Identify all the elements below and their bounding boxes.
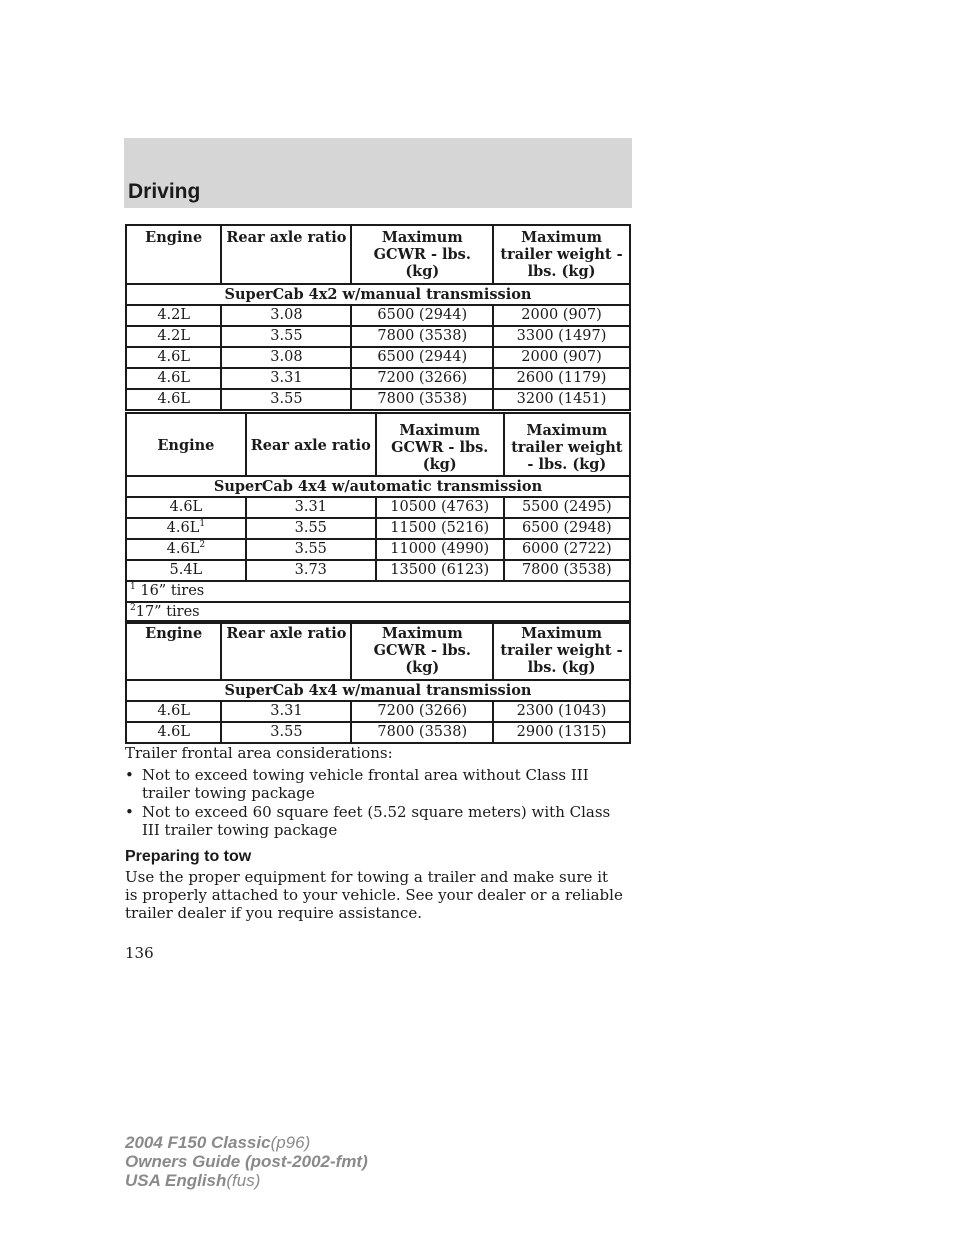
cell-axle: 3.31 — [246, 497, 376, 518]
column-header-trailer: Maximum trailer weight - lbs. (kg) — [504, 413, 630, 476]
cell-trailer: 2900 (1315) — [493, 722, 630, 743]
cell-trailer: 2000 (907) — [493, 347, 630, 368]
cell-gcwr: 13500 (6123) — [376, 560, 504, 581]
footer-model: 2004 F150 Classic — [125, 1133, 271, 1152]
table-row — [126, 326, 630, 347]
bullet-icon: • — [125, 766, 134, 784]
column-header-gcwr: Maximum GCWR - lbs. (kg) — [351, 225, 493, 284]
preparing-heading: Preparing to tow — [125, 848, 252, 865]
footnote-row — [126, 581, 630, 602]
cell-engine: 4.6L — [126, 347, 221, 368]
cell-trailer: 2000 (907) — [493, 305, 630, 326]
cell-gcwr: 7200 (3266) — [351, 701, 493, 722]
footer-language: USA English — [125, 1171, 227, 1190]
document-footer — [125, 1133, 368, 1190]
preparing-paragraph: Use the proper equipment for towing a trailer and make sure it is properly attached to your vehicle. See your dealer or a reliable trailer dealer if you require assistance. — [125, 868, 623, 922]
column-header-axle: Rear axle ratio — [221, 225, 351, 284]
footer-language-code: (fus) — [226, 1171, 261, 1190]
table-subheader: SuperCab 4x4 w/automatic transmission — [126, 476, 630, 497]
table-header-row — [126, 621, 630, 680]
cell-engine: 4.6L — [126, 722, 221, 743]
cell-gcwr: 6500 (2944) — [351, 347, 493, 368]
section-title: Driving — [128, 180, 201, 203]
column-header-gcwr-line1: Maximum — [399, 422, 481, 439]
list-item — [125, 766, 605, 802]
section-header — [124, 138, 632, 208]
cell-axle: 3.73 — [246, 560, 376, 581]
column-header-engine: Engine — [126, 413, 246, 476]
cell-axle: 3.55 — [246, 518, 376, 539]
table-supercab-4x4-manual — [125, 620, 631, 744]
cell-axle: 3.55 — [246, 539, 376, 560]
cell-trailer: 6500 (2948) — [504, 518, 630, 539]
cell-trailer: 5500 (2495) — [504, 497, 630, 518]
engine-value: 4.6L — [169, 499, 203, 515]
cell-gcwr: 10500 (4763) — [376, 497, 504, 518]
cell-trailer: 7800 (3538) — [504, 560, 630, 581]
cell-trailer: 2300 (1043) — [493, 701, 630, 722]
cell-gcwr: 11500 (5216) — [376, 518, 504, 539]
cell-engine: 4.6L — [126, 368, 221, 389]
cell-engine — [126, 560, 246, 581]
table-subheader: SuperCab 4x4 w/manual transmission — [126, 680, 630, 701]
column-header-gcwr: Maximum GCWR - lbs. (kg) — [351, 621, 493, 680]
cell-trailer: 2600 (1179) — [493, 368, 630, 389]
footnote-mark: 1 — [199, 519, 206, 530]
footnote-mark: 2 — [199, 540, 206, 551]
cell-axle: 3.31 — [221, 368, 351, 389]
footnote-text: 17” tires — [135, 604, 200, 620]
cell-gcwr: 7800 (3538) — [351, 389, 493, 410]
table-row — [126, 305, 630, 326]
footnote-1 — [126, 581, 630, 602]
cell-gcwr: 7800 (3538) — [351, 326, 493, 347]
table-supercab-4x4-automatic — [125, 412, 631, 624]
cell-axle: 3.08 — [221, 347, 351, 368]
cell-engine — [126, 497, 246, 518]
column-header-gcwr-line3: (kg) — [422, 456, 457, 473]
cell-axle: 3.55 — [221, 722, 351, 743]
cell-gcwr: 7200 (3266) — [351, 368, 493, 389]
table-supercab-4x2-manual — [125, 224, 631, 411]
table-header-row — [126, 225, 630, 284]
cell-trailer: 3200 (1451) — [493, 389, 630, 410]
footnote-mark: 1 — [130, 582, 136, 593]
cell-engine: 4.2L — [126, 305, 221, 326]
table-header-row — [126, 413, 630, 476]
cell-engine — [126, 539, 246, 560]
table-row — [126, 368, 630, 389]
frontal-area-intro: Trailer frontal area considerations: — [125, 744, 393, 762]
column-header-gcwr-line2: GCWR - lbs. — [391, 439, 489, 456]
engine-value: 5.4L — [169, 562, 203, 578]
cell-axle: 3.08 — [221, 305, 351, 326]
footnote-mark: 2 — [130, 603, 136, 614]
cell-gcwr: 6500 (2944) — [351, 305, 493, 326]
list-item — [125, 803, 611, 839]
column-header-engine: Engine — [126, 225, 221, 284]
page-number: 136 — [125, 944, 154, 962]
column-header-axle: Rear axle ratio — [221, 621, 351, 680]
bullet-text: Not to exceed towing vehicle frontal area without Class III trailer towing package — [142, 766, 589, 802]
cell-axle: 3.55 — [221, 326, 351, 347]
cell-trailer: 6000 (2722) — [504, 539, 630, 560]
engine-value: 4.6L — [166, 541, 200, 557]
column-header-axle: Rear axle ratio — [246, 413, 376, 476]
column-header-trailer: Maximum trailer weight - lbs. (kg) — [493, 225, 630, 284]
footer-guide: Owners Guide (post-2002-fmt) — [125, 1152, 368, 1171]
cell-axle: 3.31 — [221, 701, 351, 722]
footer-model-code: (p96) — [270, 1133, 311, 1152]
table-row — [126, 701, 630, 722]
table-subheader: SuperCab 4x2 w/manual transmission — [126, 284, 630, 305]
column-header-gcwr — [376, 413, 504, 476]
cell-trailer: 3300 (1497) — [493, 326, 630, 347]
table-row — [126, 497, 630, 518]
cell-engine: 4.6L — [126, 701, 221, 722]
engine-value: 4.6L — [166, 520, 200, 536]
column-header-engine: Engine — [126, 621, 221, 680]
footnote-text: 16” tires — [135, 583, 205, 599]
cell-engine: 4.6L — [126, 389, 221, 410]
cell-engine — [126, 518, 246, 539]
table-row — [126, 389, 630, 410]
cell-engine: 4.2L — [126, 326, 221, 347]
bullet-text: Not to exceed 60 square feet (5.52 square meters) with Class III trailer towing package — [142, 803, 611, 839]
cell-gcwr: 11000 (4990) — [376, 539, 504, 560]
table-row — [126, 347, 630, 368]
table-row — [126, 560, 630, 581]
table-row — [126, 539, 630, 560]
cell-gcwr: 7800 (3538) — [351, 722, 493, 743]
column-header-trailer: Maximum trailer weight - lbs. (kg) — [493, 621, 630, 680]
table-row — [126, 518, 630, 539]
table-row — [126, 722, 630, 743]
bullet-icon: • — [125, 803, 134, 821]
cell-axle: 3.55 — [221, 389, 351, 410]
